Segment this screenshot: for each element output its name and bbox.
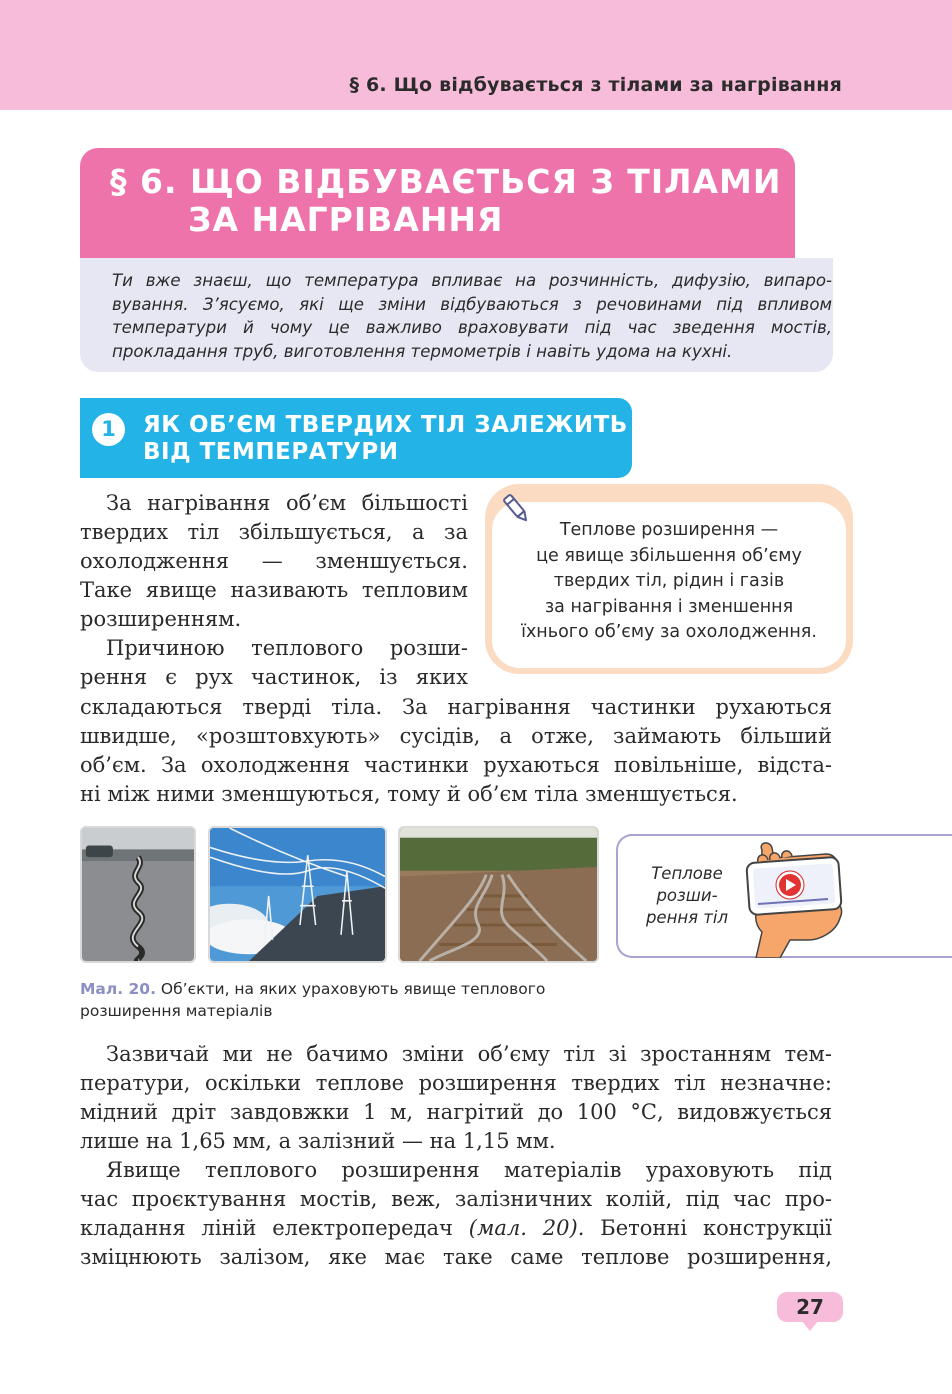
running-title: § 6. Що відбувається з тілами за нагрівання: [349, 74, 842, 96]
paragraph-line: Явище теплового розширення матеріалів ураховують під: [106, 1158, 832, 1182]
railway-tracks-photo: [398, 826, 599, 963]
page-title: [110, 163, 790, 239]
video-title-line: розши-: [656, 886, 718, 905]
paragraph-line: зміцнюють залізом, яке має таке саме теплове розширення,: [80, 1245, 832, 1269]
section-title-line-1: ЯК ОБ’ЄМ ТВЕРДИХ ТІЛ ЗАЛЕЖИТЬ: [143, 412, 628, 438]
definition-line: твердих тіл, рідин і газів: [553, 571, 785, 591]
figure-caption-text: Об’єкти, на яких ураховують явище теплового: [155, 980, 546, 998]
phone-video-icon[interactable]: [740, 840, 850, 958]
definition-text: [498, 518, 840, 646]
figure-label: Мал. 20.: [80, 980, 156, 998]
definition-term-line: [498, 518, 840, 544]
intro-line: температури й чому це важливо враховувати під час зведення мостів,: [112, 318, 832, 337]
intro-text: [112, 269, 832, 363]
paragraph-line: Причиною теплового розши-: [106, 636, 468, 660]
section-title: [143, 412, 628, 466]
intro-line: вування. З’ясуємо, які ще зміни відбуваються з речовинами під впливом: [112, 294, 832, 314]
paragraph-line: охолодження — зменшується.: [80, 549, 468, 573]
video-title-line: Теплове: [651, 864, 723, 883]
section-number: 1: [92, 413, 125, 446]
section-title-line-2: ВІД ТЕМПЕРАТУРИ: [143, 439, 399, 465]
definition-line: їхнього об’єму за охолодження.: [521, 622, 817, 642]
paragraph-line: Зазвичай ми не бачимо зміни об’єму тіл зі зростанням тем-: [106, 1042, 832, 1066]
paragraph-text: Бетонні конструкції: [584, 1216, 833, 1240]
page-number-tail: [802, 1321, 818, 1331]
road-expansion-joint-photo: [80, 826, 196, 963]
figure-reference: (мал. 20).: [468, 1216, 585, 1240]
paragraph-line: об’єм. За охолодження частинки рухаються повільніше, відста-: [80, 753, 832, 777]
definition-line: це явище збільшення об’єму: [536, 545, 802, 566]
definition-term: Теплове розширення: [559, 520, 756, 540]
paragraph-line: час проєктування мостів, веж, залізничних колій, під час про-: [80, 1187, 832, 1211]
paragraph-line: [80, 1214, 832, 1242]
figure-caption-text-2: розширення матеріалів: [80, 1001, 273, 1020]
paragraph-line: розширенням.: [80, 607, 242, 631]
paragraph-line: ні між ними зменшуються, тому й об’єм тіла зменшується.: [80, 782, 738, 806]
definition-line: за нагрівання і зменшення: [544, 596, 794, 617]
paragraph-line: За нагрівання об’єм більшості: [106, 491, 468, 515]
title-line-1: § 6. ЩО ВІДБУВАЄТЬСЯ З ТІЛАМИ: [110, 162, 782, 201]
intro-line: Ти вже знаєш, що температура впливає на розчинність, дифузію, випаро-: [112, 271, 832, 290]
definition-dash: —: [755, 520, 779, 540]
power-lines-photo: [208, 826, 387, 963]
paragraph-line: рення є рух частинок, із яких: [80, 665, 468, 689]
video-title-line: рення тіл: [645, 908, 729, 927]
paragraph-line: твердих тіл збільшується, а за: [80, 520, 468, 544]
video-title[interactable]: [644, 863, 730, 929]
figure-caption: [80, 979, 620, 1022]
page-number: 27: [777, 1292, 843, 1322]
paragraph-line: швидше, «розштовхують» сусідів, а отже, займають більший: [80, 724, 832, 748]
paragraph-line: лише на 1,65 мм, а залізний — на 1,15 мм.: [80, 1129, 556, 1153]
paragraph-line: складаються тверді тіла. За нагрівання частинки рухаються: [80, 695, 832, 719]
title-line-2: ЗА НАГРІВАННЯ: [188, 200, 504, 239]
paragraph-text: кладання ліній електропередач: [80, 1216, 469, 1240]
paragraph-line: Таке явище називають тепловим: [80, 578, 468, 602]
intro-line: прокладання труб, виготовлення термометрів і навіть удома на кухні.: [112, 341, 733, 361]
paragraph-line: ператури, оскільки теплове розширення твердих тіл незначне:: [80, 1071, 832, 1095]
paragraph-line: мідний дріт завдовжки 1 м, нагрітий до 100 °С, видовжується: [80, 1100, 832, 1124]
